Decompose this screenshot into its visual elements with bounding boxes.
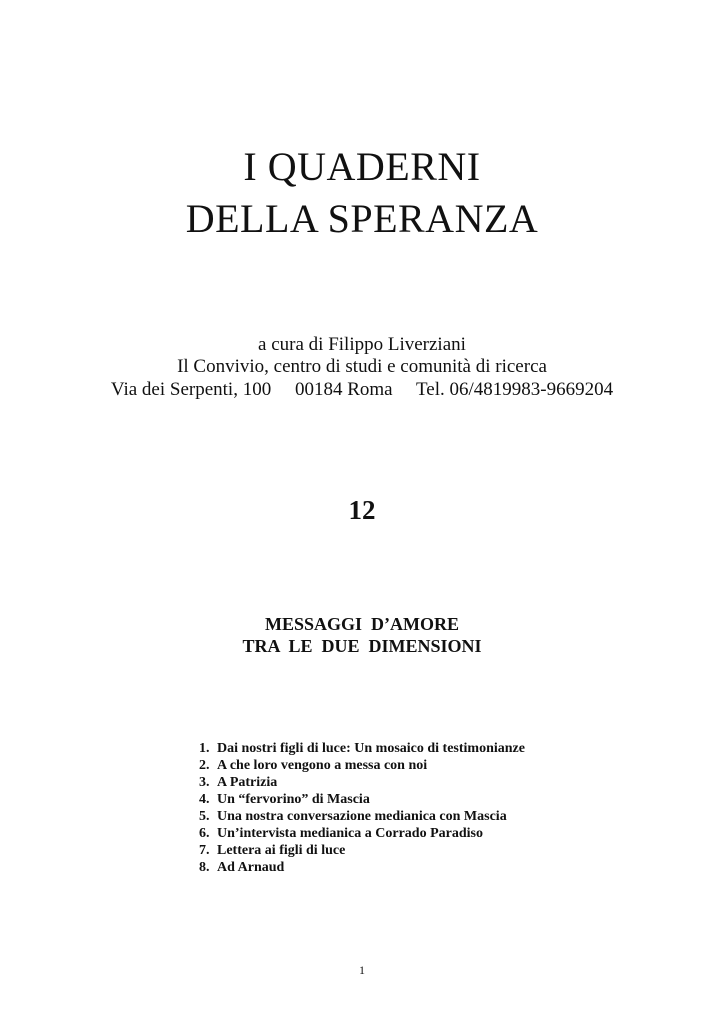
item-title: Ad Arnaud xyxy=(217,860,285,875)
list-item xyxy=(199,825,525,842)
item-number: 7. xyxy=(199,843,210,858)
item-number: 8. xyxy=(199,860,210,875)
item-title: Lettera ai figli di luce xyxy=(217,843,346,858)
title-line-1: I QUADERNI xyxy=(243,144,481,189)
item-number: 4. xyxy=(199,792,210,807)
item-title: A Patrizia xyxy=(217,775,278,790)
page-number: 1 xyxy=(359,963,365,977)
item-number: 5. xyxy=(199,809,210,824)
issue-number: 12 xyxy=(348,495,376,525)
item-number: 1. xyxy=(199,741,210,756)
address-line: Via dei Serpenti, 100 00184 Roma Tel. 06/4819983-9669204 xyxy=(110,379,614,400)
list-item xyxy=(199,740,525,757)
list-item xyxy=(199,842,525,859)
item-number: 2. xyxy=(199,758,210,773)
list-item xyxy=(199,808,525,825)
list-item xyxy=(199,774,525,791)
title-line-2: DELLA SPERANZA xyxy=(185,196,539,241)
item-title: Una nostra conversazione medianica con Mascia xyxy=(217,809,507,824)
list-item xyxy=(199,859,525,876)
list-item xyxy=(199,791,525,808)
item-title: A che loro vengono a messa con noi xyxy=(217,758,428,773)
curator-line: a cura di Filippo Liverziani xyxy=(258,334,466,355)
organization-line: Il Convivio, centro di studi e comunità di ricerca xyxy=(177,356,547,377)
item-title: Un’intervista medianica a Corrado Paradiso xyxy=(217,826,483,841)
list-item xyxy=(199,757,525,774)
table-of-contents xyxy=(199,740,525,876)
item-number: 3. xyxy=(199,775,210,790)
item-number: 6. xyxy=(199,826,210,841)
item-title: Un “fervorino” di Mascia xyxy=(217,792,370,807)
subtitle-line-1: MESSAGGI D’AMORE xyxy=(264,614,459,634)
subtitle-line-2: TRA LE DUE DIMENSIONI xyxy=(242,636,482,656)
item-title: Dai nostri figli di luce: Un mosaico di testimonianze xyxy=(217,741,525,756)
